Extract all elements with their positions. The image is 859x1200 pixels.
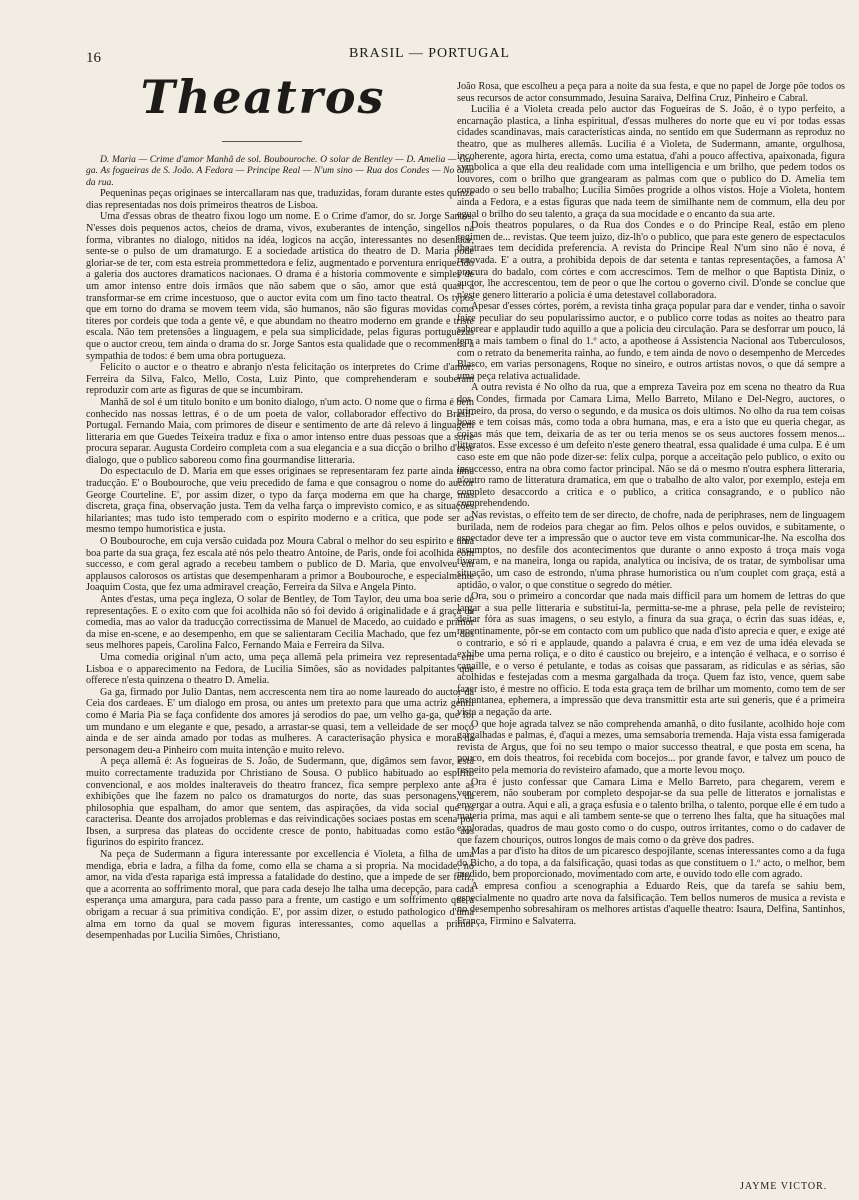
paragraph: Ora, sou o primeiro a concordar que nada mais difficil para um homem de lettras do que largar a sua pelle litteraria e substitui-la, permitta-se-me a phrase, pela pelle de revisteiro; deitar fóra as suas imagens, o seu estylo, a finura da sua graça, o écrin das suas idéas, e, repentinamente, pôr-se em contacto com um publico que nada d'isto aprecia e quer, e exige até o contrario, e só ri e applaude, quando a palavra é crua, e em vez de uma idéa elevada se exhibe uma perna roliça, e o dito é caustico ou brejeiro, e a intenção é velhaca, e o sorriso é canaille, e o verso é petulante, e todas as coisas que passaram, as ridiculas e as sérias, são acolhidas e festejadas com a mesma gargalhada da troça. Quem faz isto, vence, quem sabe fazer isto, é mestre no officio. E toda esta graça tem de brilhar um momento, como tem de ser instantanea, ephemera, a impressão que deva transmittir esta arte sui generis, que é a primeira vista a negação da arte. <box>457 591 845 719</box>
paragraph: Antes d'estas, uma peça ingleza, O solar de Bentley, de Tom Taylor, deu uma boa serie de representações. E o exito com que foi acolhida não só foi devido á originalidade e á graça da comedia, mas ao valor da traducção correctissima de Manuel de Macedo, ao cuidado e primor da mise en-scene, e ao desempenho, em que se salientaram Cecilia Machado, que fez um dos seus melhores papeis, Carolina Falco, Fernando Maia e Ferreira da Silva. <box>86 594 474 652</box>
title-divider <box>222 141 302 142</box>
paragraph: João Rosa, que escolheu a peça para a noite da sua festa, e que no papel de Jorge pôe todos os seus recursos de actor consummado, Jesuina Saraiva, Delfina Cruz, Pinheiro e Cabral. <box>457 81 845 104</box>
paragraph: A peça allemã é: As fogueiras de S. João, de Sudermann, que, digâmos sem favor, está muito correctamente traduzida por Christiano de Sousa. O publico habituado ao espirito convencional, e aos moldes inalteraveis do theatro francez, fica sempre perplexo ante as exhibições que lhe fazem no palco os dramaturgos do norte, das suas personagens, da philosophia que espalham, do amor que sentem, das aspirações, da vida social que os caracterisa. Deante dos arrojados problemas e das reivindicações sociaes postas em scena por Ibsen, a surpresa das plateas do occidente cresce de ponto, habituadas como estão aos figurinos do espirito francez. <box>86 756 474 849</box>
running-head: BRASIL — PORTUGAL <box>348 46 511 61</box>
paragraph: Do espectaculo de D. Maria em que esses originaes se representaram fez parte ainda uma traducção. E' o Boubouroche, que veiu precedido de fama e que consagrou o nome do auctor George Courteline. E', por assim dizer, o typo da farça moderna em que ha charge, mas discreta, graça fina, observação justa. Tem da velha farça o imprevisto comico, e as situações hilariantes; mas tudo isto temperado com o espirito moderno e a critica, que pode ser ao mesmo tempo humoristica e justa. <box>86 466 474 536</box>
article-title: Theatros <box>140 70 386 124</box>
paragraph: Mas a par d'isto ha ditos de um picaresco despojilante, scenas interessantes como a da fuga do Bicho, a do topa, a da falsificação, quasi todas as que constituem o 1.º acto, o melhor, bem medido, bem proporcionado, movimentado com arte, e ouvido todo elle com agrado. <box>457 846 845 881</box>
paragraph: O que hoje agrada talvez se não comprehenda amanhã, o dito fusilante, acolhido hoje com gargalhadas e palmas, é, d'aqui a mezes, uma semsaboria tremenda. Haja vista essa famigerada revista de Argus, que foi no seu tempo o maior successo theatral, e que posta em scena, ha pouco, em dois theatros, foi recebida com bocejos... por grande favor, e talvez um pouco de respeito pela memoria do revisteiro afamado, que a morte levou moço. <box>457 718 845 777</box>
paragraph: Ora é justo confessar que Camara Lima e Mello Barreto, para chegarem, verem e vencerem, não souberam por completo despojar-se da sua pelle de litteratos e jornalistas e envergar a outra. Aqui e ali, a graça esfusia e o talento brilha, o talento, porque elle é em tudo a materia prima, mas aqui e ali tambem sente-se que o terreno lhes falta, que ha situações mal exploradas, quadros de mau gosto como o do cuspo, outros irritantes, como o do cadaver de que fazem chouriços, outros longos de mais como o da grève dos padres. <box>457 776 845 846</box>
left-column <box>86 154 474 942</box>
page-number: 16 <box>86 50 101 66</box>
paragraph: A outra revista é No olho da rua, que a empreza Taveira poz em scena no theatro da Rua dos Condes, firmada por Camara Lima, Mello Barreto, Milano e Del-Negro, auctores, o primeiro, da prosa, do verso o segundo, e da musica os dois ultimos. No olho da rua tem coisas boas e tem coisas más, como toda a obra humana, mas, e era a isto que eu queria chegar, as coisas más que tem, deixaria de as ter ou teria menos se os seus auctores fossem menos... litteratos. Esse excesso é um defeito n'este genero theatral, essa qualidade é uma culpa. E é um caso este em que não pode dizer-se: felix culpa, porque a acceitação pelo publico, o exito ou insuccesso, entra na obra como factor principal. Não se dá o mesmo n'outra esphera litteraria, n'outro ramo de litteratura dramatica, em que o trabalho de alto valor, por exemplo, esteja em completo desaccordo a critica e o publico, a critica consagrando, e o publico não comprehendendo. <box>457 382 845 510</box>
paragraph: Pequeninas peças originaes se intercallaram nas que, traduzidas, foram durante estes quinze dias representadas nos dois primeiros theatros de Lisboa. <box>86 188 474 211</box>
paragraph: Na peça de Sudermann a figura interessante por excellencia é Violeta, a filha de uma mendiga, ebria e ladra, a filha da fome, como ella se chama a si propria. Na mocidade, no amor, na vida d'esta rapariga está impressa a fatalidade do destino, que a impede de ser feliz, que a acorrenta ao soffrimento moral, que para cada desejo lhe talha uma decepção, para cada esperança uma amargura, para cada passo para a frente, um castigo e um soffrimento que a obrigam a recuar á sua primitiva condição. E', por assim dizer, o estudo pathologico d'uma alma em torno da qual se movem figuras interessantes, como aquellas a primor desempenhadas por Lucilia Simões, Christiano, <box>86 849 474 942</box>
paragraph: Apesar d'esses córtes, porém, a revista tinha graça popular para dar e vender, tinha o savoir faire peculiar do seu popularissimo auctor, e o publico corre todas as noites ao theatro para saborear e applaudir tudo aquillo a que a policia deu circulação. Para se desforrar um pouco, lá tem a mais tambem o final do 1.º acto, a apotheose á Assistencia Nacional aos Tuberculosos, com o retrato da benemerita rainha, ao fundo, e tem ainda de novo o desempenho de Mercedes Blasco, em varias personagens, Roque no sineiro, e outros artistas novos, o que dá sempre a uma peça relativa actualidade. <box>457 301 845 382</box>
paragraph: O Boubouroche, em cuja versão cuidada poz Moura Cabral o melhor do seu espirito e uma boa parte da sua graça, fez escala até nós pelo theatro Antoine, de Paris, onde foi acolhida com successo, e com geral agrado a recebeu tambem o publico de D. Maria, que envolveu em applausos calorosos os artistas que desempenharam a primor a Boubouroche, e especialmente Joaquim Costa, que fez uma admiravel creação, Ferreira da Silva e Angela Pinto. <box>86 536 474 594</box>
paragraph: Dois theatros populares, o da Rua dos Condes e o do Principe Real, estão em pleno regimen de... revistas. Que teem juizo, diz-lh'o o publico, que para este genero de espectaculos theatraes tem decidida preferencia. A revista do Principe Real N'um sino não é nova, é renovada. E' a outra, a prohibida depois de dar setenta e tantas representações, a famosa A' procura do badalo, com córtes e com accrescimos. Tem de melhor o que Baptista Diniz, o auctor, lhe accrescentou, tem de peor o que lhe cortou o governo civil. D'onde se conclue que n'este genero litterario a policia é uma detestavel collaboradora. <box>457 220 845 301</box>
paragraph: A empresa confiou a scenographia a Eduardo Reis, que da tarefa se sahiu bem, especialmente no quadro arte nova da falsificação. Tem bellos numeros de musica a revista e no desempenho sobresahiram os melhores artistas d'aquelle theatro: Isaura, Delfina, Santinhos, França, Firmino e Salvaterra. <box>457 880 845 927</box>
paragraph: Uma d'essas obras de theatro fixou logo um nome. E o Crime d'amor, do sr. Jorge Santos. N'esses dois pequenos actos, cheios de drama, vivos, exuberantes de intenção, singellos na forma, vibrantes no dialogo, nitidos na idéa, logicos na acção, interessantes no desenlace, sente-se o pulso de um dramaturgo. E a sociedade artistica do theatro de D. Maria pode gloriar-se de ter, com esta estreia prommettedora e feliz, augmentado e porventura enriquecido a galeria dos auctores dramaticos nacionaes. O drama é a historia commovente e simples de um amor intenso entre dois irmãos que não sabem que o são, amor que está quasi a transformar-se em crime incestuoso, que o auctor evita com um fino tacto theatral. Os typos que em torno do drama se movem teem vida, são humanos, não são figuras movidas como titeres por cordeis que toda a gente vê, e que abundam no theatro moderno em grande e triste escala. Não tem pretensões a linguagem, e pela sua simplicidade, pelas figuras portuguezas que o auctor creou, tem ainda o drama do sr. Jorge Santos esta qualidade que o recommenda á sympathia de todos: é bem uma obra portugueza. <box>86 211 474 362</box>
article-summary: D. Maria — Crime d'amor Manhã de sol. Boubouroche. O solar de Bentley — D. Amelia — Ga-ga. As fogueiras de S. João. A Fedora — Principe Real — N'um sino — Rua dos Condes — No olho da rua. <box>86 154 474 188</box>
paragraph: Manhã de sol é um titulo bonito e um bonito dialogo, n'um acto. O nome que o firma é bem conhecido nas nossas lettras, é o de um poeta de valor, collaborador effectivo do Brasil-Portugal. Fernando Maia, com primores de diseur e sentimento de arte dá relevo á linguagem litteraria em que Guedes Teixeira traduz e fixa o amor intenso entre duas pessoas que a sorte procura separar. Augusta Cordeiro completa com a sua elegancia e a sua dicção o brilho d'esse dialogo, que o publico saboreou como fina gourmandise litteraria. <box>86 396 474 466</box>
paragraph: Nas revistas, o effeito tem de ser directo, de chofre, nada de periphrases, nem de linguagem burilada, nem de rodeios para chegar ao fim. Pelos olhos e pelos ouvidos, e subitamente, o espectador deve ter a impressão que o auctor teve em vista communicar-lhe. Na escolha dos assumptos, no desfile dos acontecimentos que durante o anno exposto á troça mais voga tiveram, e na maneira, longa ou rapida, analytica ou incisiva, de os tratar, de symbolisar uma situação, um caso de estrondo, n'uma phrase humoristica ou n'um couplet com graça, está a aptidão, o valor, o que constitue o segredo do métier. <box>457 509 845 591</box>
paragraph: Uma comedia original n'um acto, uma peça allemã pela primeira vez representada em Lisboa e o apparecimento na Fedora, de Lucilia Simões, são as novidades palpitantes que offerece n'esta quinzena o theatro D. Amelia. <box>86 651 474 687</box>
paragraph: Felicito o auctor e o theatro e abranjo n'esta felicitação os interpretes do Crime d'amor: Ferreira da Silva, Falco, Mello, Costa, Luiz Pinto, que comprehenderam e souberam reproduzir com arte as figuras de que se incumbiram. <box>86 362 474 397</box>
paragraph: Lucilia é a Violeta creada pelo auctor das Fogueiras de S. João, é o typo perfeito, a encarnação plastica, a linha espiritual, d'essas mulheres do norte que eu vi por todas essas cidades scandinavas, mais caracteristicas ainda, no sentido em que Sudermann as reproduz no theatro, que as mulheres allemãs. Lucilia é a Violeta, de Sudermann, amante, orgulhosa, incoherente, agora hirta, erecta, como uma estatua, d'ahi a pouco affectiva, apaixonada, figura symbolica a que ella deu realidade com uma intelligencia e um brilho, que pedem todos os louvores, com o brilho que grangearam as palmas com que o publico do D. Amelia tem coroado o seu bello trabalho; Lucilia Simões progride a olhos vistos. Hoje a Violeta, hontem ainda a Fedora, e a estas figuras que nada teem de similhante nem de commum, ella deu por egual o brilho do seu talento, a graça da sua mocidade e o encanto da sua arte. <box>457 104 845 220</box>
author-signature: JAYME VICTOR. <box>740 1181 828 1192</box>
paragraph: Ga ga, firmado por Julio Dantas, nem accrescenta nem tira ao nome laureado do auctor da Ceia dos cardeaes. E' um dialogo em prosa, ou antes um pretexto para que uma actriz gentil como é Maria Pia se faça confidente dos amores já serodios do pae, um velho ga-ga, que foi um mundano e um elegante e que, pesado, a arrastar-se quasi, tem a velleidade de ser moço ainda e de ser ainda amado por todas as mulheres. A caracterisação physica e moral da personagem deu-a Pinheiro com muita intenção e muito relevo. <box>86 686 474 756</box>
right-column <box>457 81 845 927</box>
